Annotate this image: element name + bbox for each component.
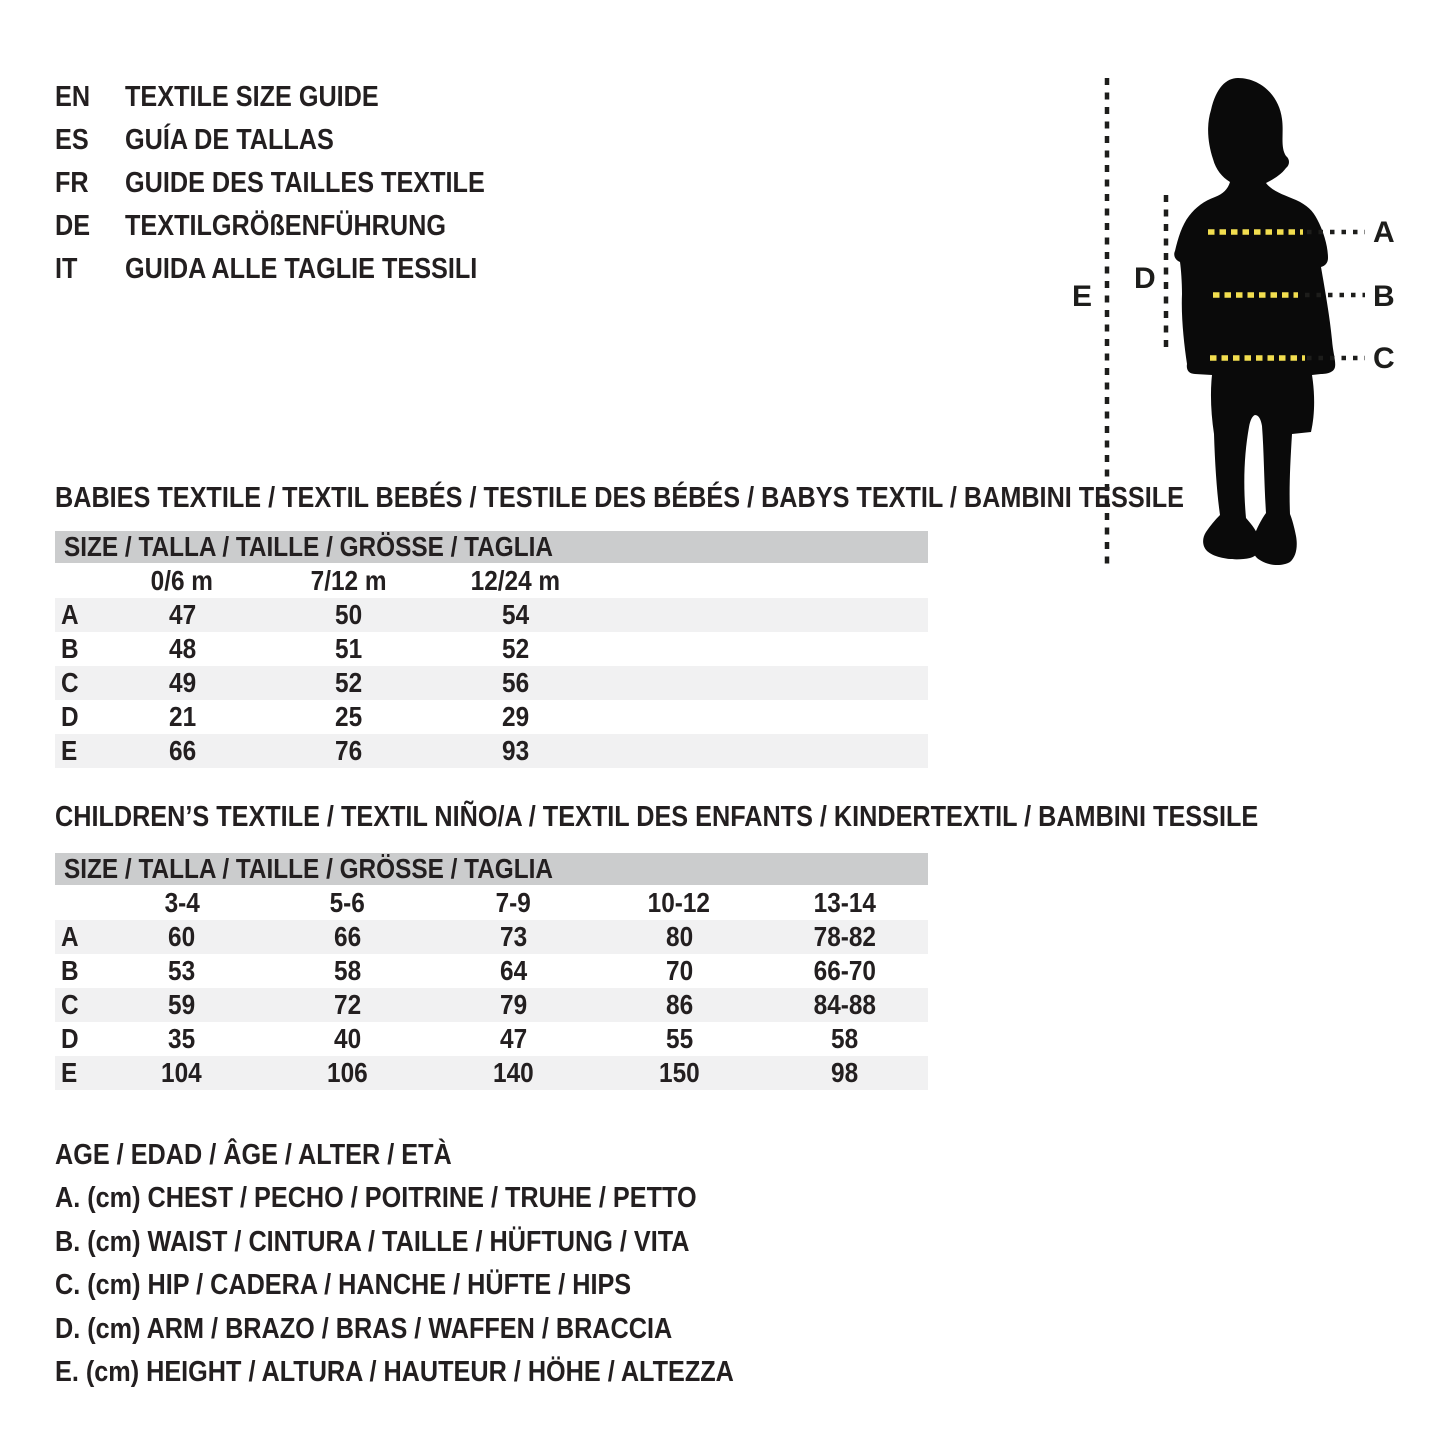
language-row-en	[55, 76, 539, 119]
table-cell: 29	[501, 701, 530, 732]
language-title: TEXTILGRÖßENFÜHRUNG	[125, 210, 446, 242]
table-cell: 80	[665, 921, 693, 952]
column-header: 3-4	[164, 887, 200, 918]
children-size-table	[55, 853, 928, 1090]
table-cell: 53	[168, 955, 196, 986]
column-header: 0/6 m	[151, 565, 214, 596]
table-row	[55, 954, 928, 988]
measurement-legend	[55, 1140, 835, 1400]
row-label: D	[61, 701, 79, 732]
row-label: C	[61, 667, 79, 698]
column-header: 12/24 m	[470, 565, 561, 596]
legend-height-line: E. (cm) HEIGHT / ALTURA / HAUTEUR / HÖHE / ALTEZZA	[55, 1355, 734, 1388]
row-label: E	[61, 1057, 78, 1088]
column-header: 13-14	[813, 887, 877, 918]
child-silhouette-figure	[1060, 60, 1445, 600]
table-cell: 40	[334, 1023, 362, 1054]
row-label-spacer	[55, 885, 99, 920]
table-row	[55, 920, 928, 954]
row-label: B	[61, 955, 79, 986]
table-cell: 150	[658, 1057, 700, 1088]
table-cell: 56	[501, 667, 530, 698]
column-header: 7/12 m	[310, 565, 387, 596]
babies-size-table	[55, 531, 928, 768]
table-cell: 78-82	[813, 921, 877, 952]
table-row	[55, 988, 928, 1022]
table-cell: 72	[334, 989, 362, 1020]
language-code: FR	[55, 167, 89, 199]
legend-chest-line: A. (cm) CHEST / PECHO / POITRINE / TRUHE / PETTO	[55, 1182, 697, 1215]
table-cell: 98	[831, 1057, 859, 1088]
measure-label-d: D	[1134, 262, 1156, 295]
table-cell: 66-70	[813, 955, 877, 986]
table-cell: 54	[501, 599, 530, 630]
table-cell: 93	[501, 735, 530, 766]
row-label: D	[61, 1023, 79, 1054]
table-row	[55, 700, 928, 734]
table-cell: 51	[335, 633, 363, 664]
table-cell: 58	[334, 955, 362, 986]
table-cell: 106	[327, 1057, 368, 1088]
row-label: B	[61, 633, 79, 664]
measure-label-a: A	[1373, 216, 1395, 249]
column-header: 5-6	[329, 887, 366, 918]
babies-section-title: BABIES TEXTILE / TEXTIL BEBÉS / TESTILE DES BÉBÉS / BABYS TEXTIL / BAMBINI TESSILE	[55, 482, 1184, 514]
column-header: 10-12	[648, 887, 711, 918]
language-code: ES	[55, 124, 89, 156]
measure-label-c: C	[1373, 342, 1395, 375]
language-row-fr	[55, 162, 539, 205]
table-cell: 73	[499, 921, 527, 952]
row-label: A	[61, 921, 79, 952]
table-cell: 64	[499, 955, 527, 986]
table-row	[55, 666, 928, 700]
table-cell: 70	[665, 955, 693, 986]
table-row	[55, 632, 928, 666]
language-title: TEXTILE SIZE GUIDE	[125, 81, 379, 113]
table-cell: 21	[168, 701, 196, 732]
language-code: DE	[55, 210, 91, 242]
table-cell: 60	[168, 921, 196, 952]
measure-label-b: B	[1373, 280, 1395, 313]
row-label: E	[61, 735, 78, 766]
language-title: GUIDA ALLE TAGLIE TESSILI	[125, 253, 478, 285]
table-cell: 47	[168, 599, 196, 630]
table-cell: 49	[168, 667, 196, 698]
legend-waist-line: B. (cm) WAIST / CINTURA / TAILLE / HÜFTUNG / VITA	[55, 1225, 690, 1258]
table-cell: 55	[665, 1023, 693, 1054]
language-title: GUIDE DES TAILLES TEXTILE	[125, 167, 485, 199]
table-cell: 76	[335, 735, 363, 766]
table-cell: 84-88	[813, 989, 877, 1020]
measure-label-e: E	[1072, 280, 1093, 313]
column-header-row	[55, 563, 928, 598]
table-row	[55, 734, 928, 768]
column-header-row	[55, 885, 928, 920]
language-row-es	[55, 119, 539, 162]
row-label: A	[61, 599, 79, 630]
legend-hip-line: C. (cm) HIP / CADERA / HANCHE / HÜFTE / HIPS	[55, 1269, 632, 1302]
table-cell: 66	[168, 735, 196, 766]
language-row-de	[55, 205, 539, 248]
table-cell: 86	[665, 989, 693, 1020]
row-label: C	[61, 989, 79, 1020]
children-section-title: CHILDREN’S TEXTILE / TEXTIL NIÑO/A / TEXTIL DES ENFANTS / KINDERTEXTIL / BAMBINI TESSILE	[55, 801, 1259, 833]
table-cell: 59	[168, 989, 196, 1020]
table-cell: 140	[493, 1057, 534, 1088]
column-header: 7-9	[495, 887, 531, 918]
table-cell: 58	[831, 1023, 859, 1054]
table-row	[55, 598, 928, 632]
language-code: IT	[55, 253, 78, 285]
table-cell: 104	[161, 1057, 203, 1088]
size-header-bar: SIZE / TALLA / TAILLE / GRÖSSE / TAGLIA	[55, 853, 928, 885]
table-cell: 52	[501, 633, 530, 664]
table-cell: 50	[335, 599, 363, 630]
size-header-bar: SIZE / TALLA / TAILLE / GRÖSSE / TAGLIA	[55, 531, 928, 563]
language-code: EN	[55, 81, 91, 113]
table-cell: 48	[168, 633, 196, 664]
legend-arm-line: D. (cm) ARM / BRAZO / BRAS / WAFFEN / BRACCIA	[55, 1312, 673, 1345]
row-label-spacer	[55, 563, 99, 598]
legend-age-line: AGE / EDAD / ÂGE / ALTER / ETÀ	[55, 1139, 452, 1171]
table-cell: 35	[168, 1023, 196, 1054]
language-title-list	[55, 76, 539, 291]
table-cell: 66	[334, 921, 362, 952]
language-title: GUÍA DE TALLAS	[125, 124, 334, 156]
table-cell: 79	[499, 989, 527, 1020]
table-row	[55, 1056, 928, 1090]
language-row-it	[55, 248, 539, 291]
table-cell: 25	[335, 701, 363, 732]
table-cell: 52	[335, 667, 363, 698]
table-cell: 47	[499, 1023, 527, 1054]
table-row	[55, 1022, 928, 1056]
